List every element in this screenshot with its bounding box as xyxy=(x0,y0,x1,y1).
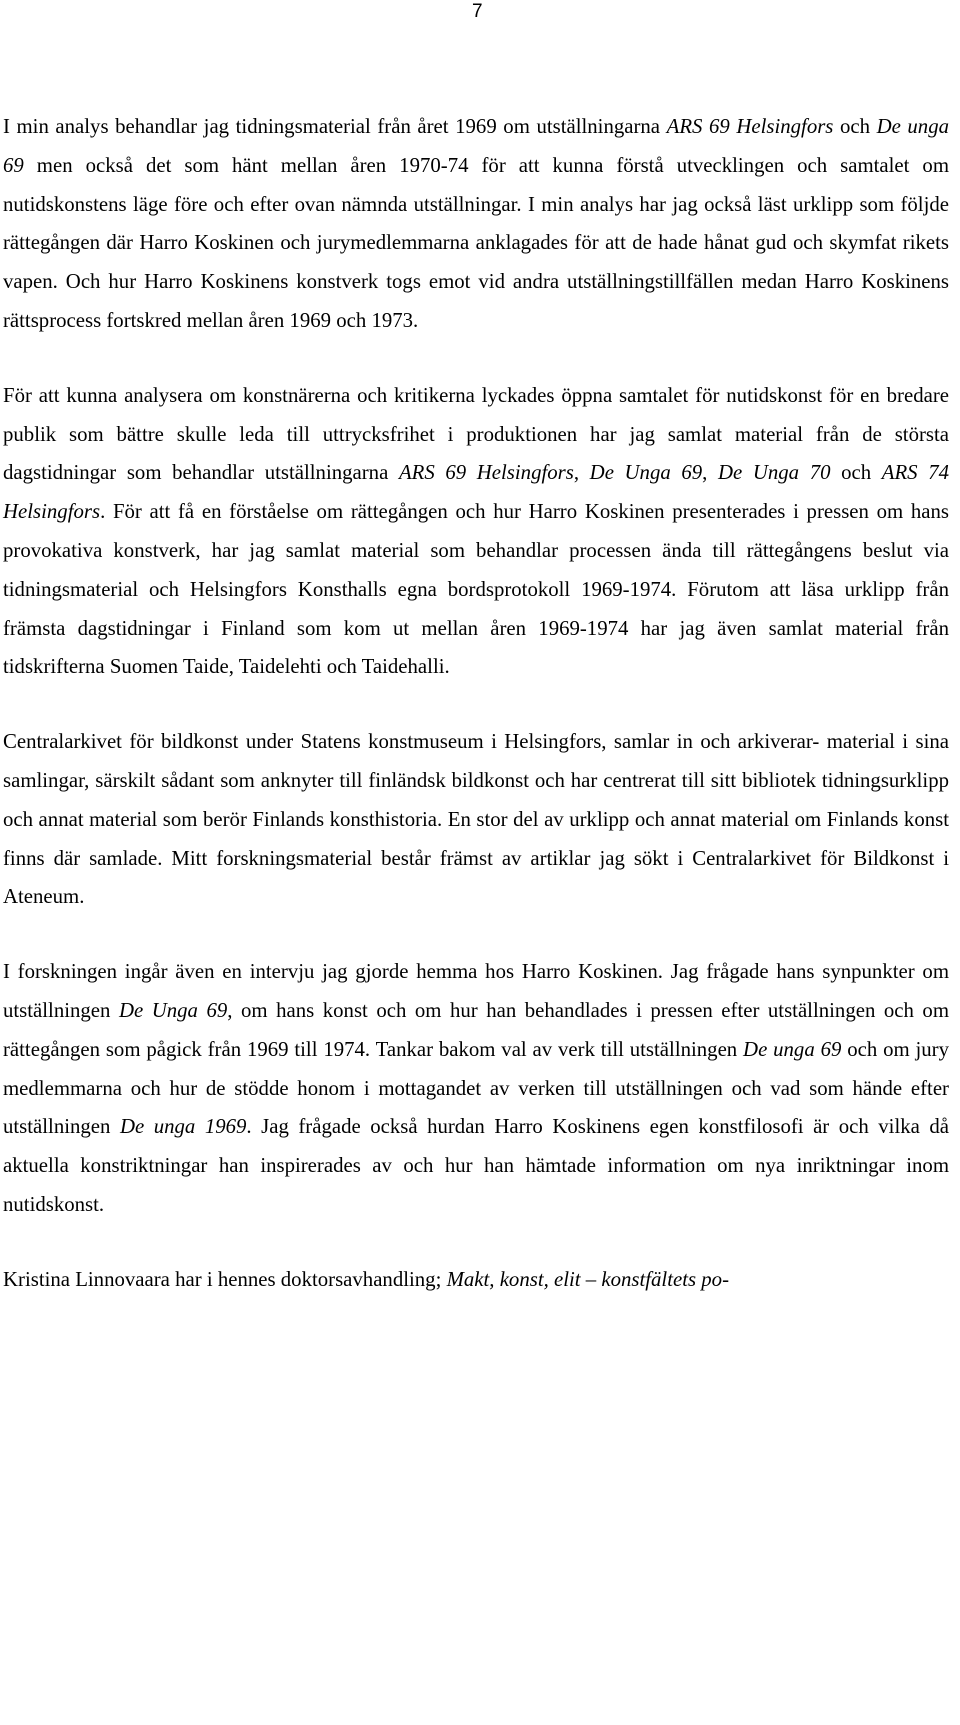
paragraph-text-italic: ARS 69 Helsingfors xyxy=(398,461,574,485)
paragraph-text-italic: De unga 69 xyxy=(743,1037,842,1061)
paragraph-text-italic: De unga 69 xyxy=(3,115,949,177)
paragraph-text: . För att få en förståelse om rättegången och hur Harro Koskinen presenterades i pressen om hans provokativa konstverk, har jag samlat material som behandlar processen ända till rättegångens beslut via tidningsmaterial och Helsingfors Konsthalls egna bordsprotokoll 1969-1974. Förutom att läsa urklipp från främsta dagstidningar i Finland som kom ut mellan åren 1969-1974 har jag även samlat material från tidskrifterna Suomen Taide, Taidelehti och Taidehalli. xyxy=(3,500,949,679)
paragraph-interview xyxy=(3,953,949,1225)
paragraph-linnovaara xyxy=(3,1261,949,1300)
paragraph-analysis xyxy=(3,108,949,341)
paragraph-centralarkivet xyxy=(3,723,949,917)
paragraph-text: och om jury medlemmarna och hur de stödde honom i mottagandet av verken till utställningen och vad som hände efter utställningen xyxy=(3,1037,949,1139)
paragraph-text: , xyxy=(573,461,590,485)
paragraph-text: Centralarkivet för bildkonst under Statens konstmuseum i Helsingfors, samlar in och arkiverar- material i sina samlingar, särskilt sådant som anknyter till finländsk bildkonst och har centrerat till sitt bibliotek tidningsurklipp och annat material som berör Finlands konsthistoria. En stor del av urklipp och annat material om Finlands konst finns där samlade. Mitt forskningsmaterial består främst av artiklar jag sökt i Centralarkivet för Bildkonst i Ateneum. xyxy=(3,730,949,909)
paragraph-text: och xyxy=(830,461,882,485)
paragraph-text-italic: ARS 69 Helsingfors xyxy=(666,115,834,138)
paragraph-text-italic: De unga 1969 xyxy=(119,1115,247,1139)
paragraph-material xyxy=(3,377,949,687)
paragraph-text-italic: De Unga 69 xyxy=(118,998,228,1022)
paragraph-text: och xyxy=(833,115,877,138)
paragraph-text-italic: De Unga 69 xyxy=(589,461,703,485)
paragraph-text: men också det som hänt mellan åren 1970-74 för att kunna förstå utvecklingen och samtalet om nutidskonstens läge före och efter ovan nämnda utställningar. I min analys har jag också läst urklipp som följde rättegången där Harro Koskinen och jurymedlemmarna anklagades för att de hade hånat gud och skymfat rikets vapen. Och hur Harro Koskinens konstverk togs emot vid andra utställningstillfällen medan Harro Koskinens rättsprocess fortskred mellan åren 1969 och 1973. xyxy=(3,153,949,332)
paragraph-text: I min analys behandlar jag tidningsmaterial från året 1969 om utställningarna xyxy=(3,115,667,138)
paragraph-text: . Jag frågade också hurdan Harro Koskinens egen konstfilosofi är och vilka då aktuella konstriktningar han inspirerades av och hur han hämtade information om nya inriktningar inom nutidskonst. xyxy=(3,1115,950,1216)
paragraph-text: , xyxy=(702,461,718,485)
paragraph-text-italic: Makt, konst, elit – konstfältets po- xyxy=(446,1267,730,1291)
paragraph-text: Kristina Linnovaara har i hennes doktorsavhandling; xyxy=(3,1267,447,1291)
paragraph-text-italic: ARS 74 Helsingfors xyxy=(3,461,949,524)
paragraph-text: , om hans konst och om hur han behandlades i pressen efter utställningen och om rättegången som pågick från 1969 till 1974. Tankar bakom val av verk till utställningen xyxy=(3,998,949,1061)
paragraph-text: I forskningen ingår även en intervju jag gjorde hemma hos Harro Koskinen. Jag frågade hans synpunkter om utställningen xyxy=(3,960,949,1022)
page-number: 7 xyxy=(472,1,483,22)
paragraph-text: För att kunna analysera om konstnärerna och kritikerna lyckades öppna samtalet för nutidskonst för en bredare publik som bättre skulle leda till uttrycksfrihet i produktionen har jag samlat material från de största dagstidningar som behandlar utställningarna xyxy=(3,383,949,485)
paragraph-text-italic: De Unga 70 xyxy=(718,461,831,485)
body-text xyxy=(3,108,949,1300)
